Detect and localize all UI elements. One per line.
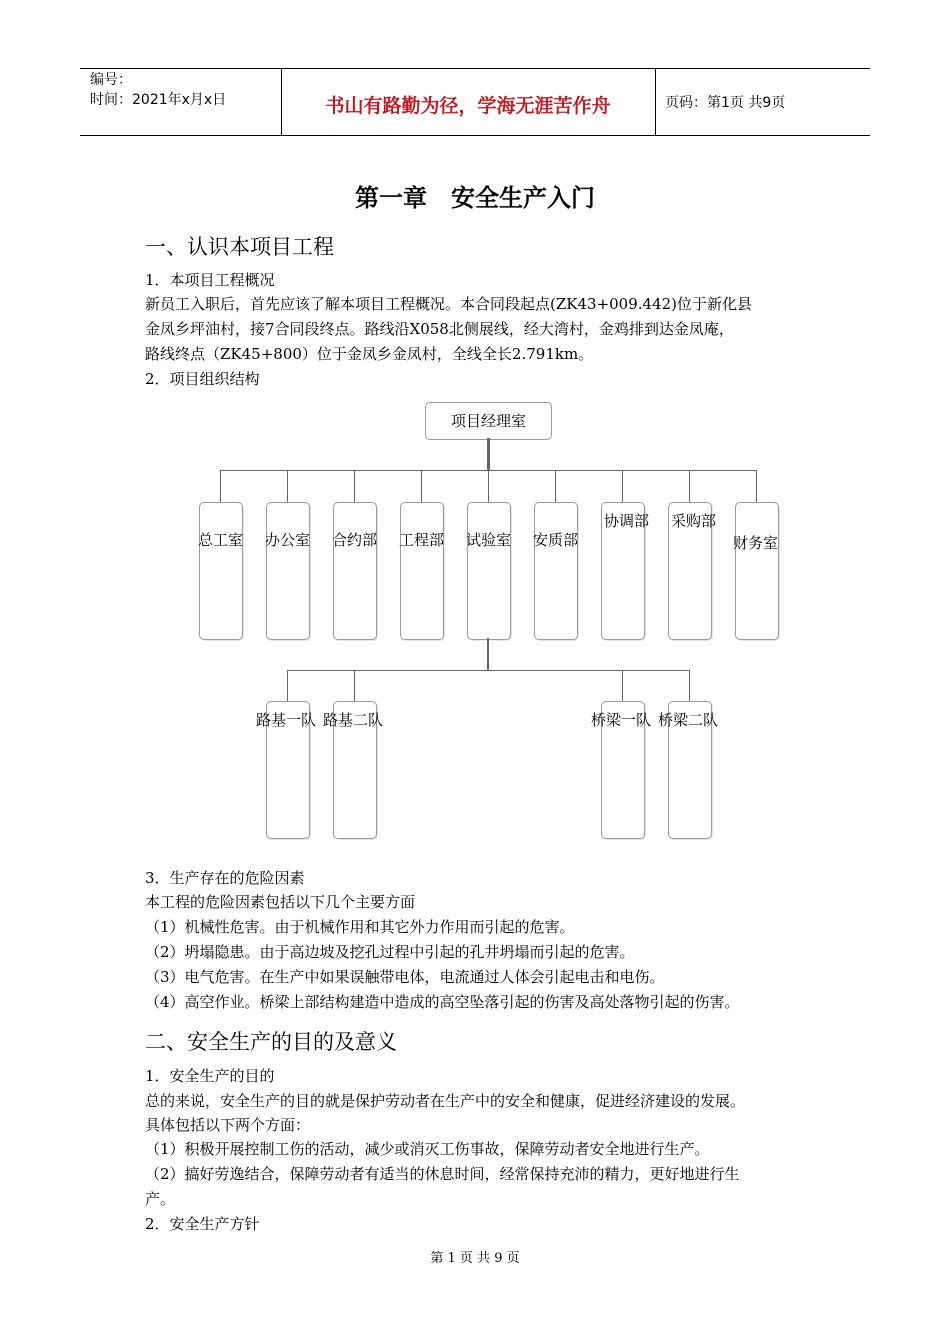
org-team-label: 桥梁二队 [658,711,719,729]
org-department-box [735,502,779,640]
org-department-label: 工程部 [399,531,445,549]
org-team-label: 路基一队 [256,711,317,729]
paragraph-line: 本工程的危险因素包括以下几个主要方面 [145,893,416,911]
list-item: （3）电气危害。在生产中如果误触带电体，电流通过人体会引起电击和电伤。 [145,968,665,986]
header-meta [90,70,226,110]
org-department-label: 协调部 [604,512,650,530]
header-divider-right [655,68,656,135]
connector [354,470,355,502]
list-item: （1）机械性危害。由于机械作用和其它外力作用而引起的危害。 [145,918,575,936]
org-department-label: 安质部 [533,531,579,549]
org-department-label: 办公室 [265,531,311,549]
connector [622,670,623,701]
connector [287,670,689,671]
connector [487,638,489,670]
section1-sub3: 3．生产存在的危险因素 [145,869,305,887]
page-footer: 第 1 页 共 9 页 [430,1251,520,1266]
paragraph-line: 新员工入职后，首先应该了解本项目工程概况。本合同段起点(ZK43+009.442)位于新化县 [145,295,753,313]
org-department-box [333,502,377,640]
list-item: （4）高空作业。桥梁上部结构建造中造成的高空坠落引起的伤害及高处落物引起的伤害。 [145,993,740,1011]
list-item: （2）搞好劳逸结合，保障劳动者有适当的休息时间，经常保持充沛的精力，更好地进行生 [145,1165,740,1183]
connector [689,670,690,701]
org-team-label: 路基二队 [323,711,384,729]
connector [220,470,221,502]
section1-sub2: 2．项目组织结构 [145,370,260,388]
header-bottom-rule [80,135,870,136]
org-department-box [266,502,310,640]
org-team-label: 桥梁一队 [591,711,652,729]
connector [287,670,288,701]
chapter-title: 第一章 安全生产入门 [355,183,595,212]
org-department-label: 采购部 [671,512,717,530]
org-root-box: 项目经理室 [425,402,552,440]
section2-heading: 二、安全生产的目的及意义 [145,1030,397,1054]
header-motto: 书山有路勤为径，学海无涯苦作舟 [325,95,611,117]
connector [287,470,288,502]
header-time: 时间：2021年x月x日 [90,92,227,108]
paragraph-line: 金凤乡坪油村，接7合同段终点。路线沿X058北侧展线，经大湾村，金鸡排到达金凤庵， [145,320,734,338]
connector [756,470,757,502]
connector [487,438,490,470]
connector [555,470,556,502]
connector [689,470,690,502]
header-page-number: 页码：第1页 共9页 [665,95,786,111]
paragraph-line: 具体包括以下两个方面： [145,1116,311,1134]
org-department-box [467,502,511,640]
connector [354,670,355,701]
org-department-label: 总工室 [198,531,244,549]
header-number: 编号： [90,72,132,88]
section1-heading: 一、认识本项目工程 [145,235,334,259]
org-department-box [199,502,243,640]
org-department-box [400,502,444,640]
org-department-box [534,502,578,640]
section2-sub1: 1．安全生产的目的 [145,1067,275,1085]
org-department-label: 财务室 [733,534,779,552]
org-department-label: 试验室 [466,531,512,549]
section2-sub2: 2．安全生产方针 [145,1215,260,1233]
connector [622,470,623,502]
list-item: （1）积极开展控制工伤的活动，减少或消灭工伤事故，保障劳动者安全地进行生产。 [145,1140,710,1158]
list-item: （2）坍塌隐患。由于高边坡及挖孔过程中引起的孔井坍塌而引起的危害。 [145,943,635,961]
connector [421,470,422,502]
paragraph-line: 总的来说，安全生产的目的就是保护劳动者在生产中的安全和健康，促进经济建设的发展。 [145,1092,746,1110]
paragraph-line: 路线终点（ZK45+800）位于金凤乡金凤村，全线全长2.791km。 [145,345,594,363]
org-department-label: 合约部 [332,531,378,549]
header-top-rule [80,68,870,69]
connector [488,470,489,502]
section1-sub1: 1．本项目工程概况 [145,271,275,289]
list-item: 产。 [145,1190,176,1208]
